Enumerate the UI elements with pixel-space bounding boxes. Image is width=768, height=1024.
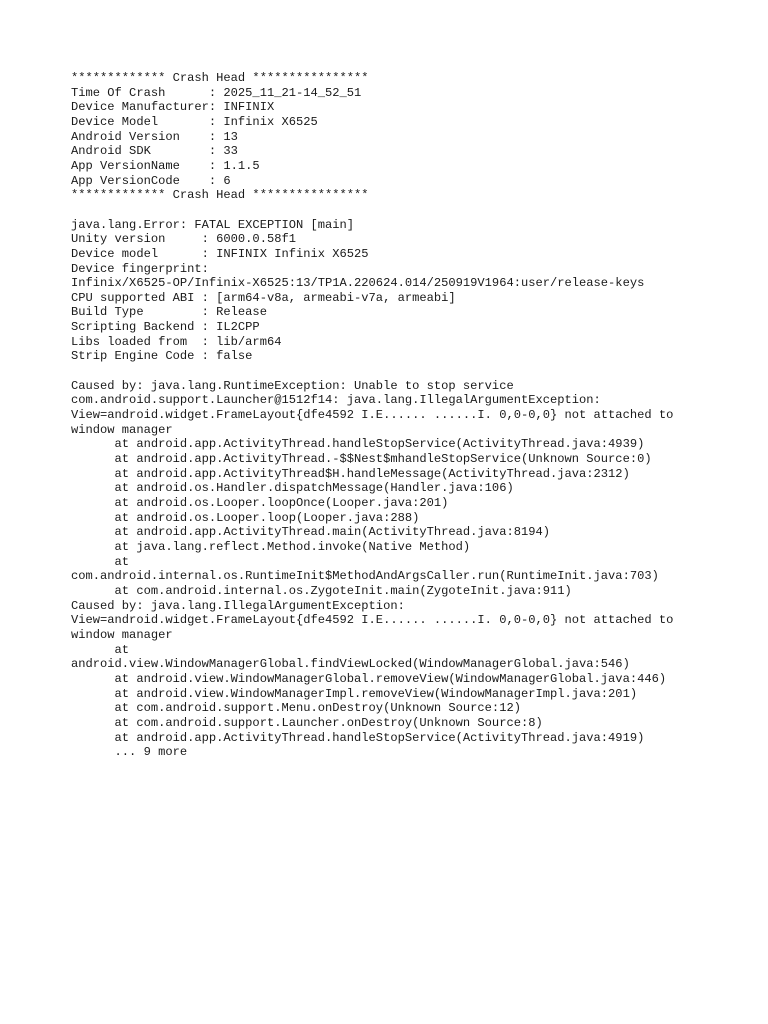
log-line: at android.view.WindowManagerGlobal.removeView(WindowManagerGlobal.java:446): [71, 671, 667, 686]
log-line: com.android.internal.os.RuntimeInit$MethodAndArgsCaller.run(RuntimeInit.java:703): [71, 569, 659, 584]
log-line: Caused by: java.lang.IllegalArgumentException:: [71, 598, 405, 613]
log-line: at android.os.Looper.loopOnce(Looper.java:201): [71, 496, 449, 510]
log-line: at java.lang.reflect.Method.invoke(Native Method): [71, 539, 471, 554]
log-line: at android.app.ActivityThread$H.handleMessage(ActivityThread.java:2312): [71, 466, 630, 481]
log-line: App VersionCode : 6: [71, 173, 231, 188]
log-line: Time Of Crash : 2025_11_21-14_52_51: [71, 85, 362, 100]
log-line: Device Model : Infinix X6525: [71, 114, 318, 129]
log-line: ************* Crash Head ****************: [71, 71, 369, 85]
log-line: App VersionName : 1.1.5: [71, 158, 260, 173]
log-line: [71, 203, 711, 218]
log-line: at android.app.ActivityThread.-$$Nest$mhandleStopService(Unknown Source:0): [71, 452, 652, 467]
log-line: at android.app.ActivityThread.main(ActivityThread.java:8194): [71, 525, 550, 540]
log-line: Build Type : Release: [71, 305, 267, 320]
crash-log-text: [71, 71, 711, 760]
log-line: at android.os.Handler.dispatchMessage(Handler.java:106): [71, 481, 514, 496]
log-line: Device model : INFINIX Infinix X6525: [71, 246, 369, 261]
log-line: com.android.support.Launcher@1512f14: java.lang.IllegalArgumentException:: [71, 393, 601, 408]
log-line: Unity version : 6000.0.58f1: [71, 232, 296, 247]
log-line: View=android.widget.FrameLayout{dfe4592 I.E...... ......I. 0,0-0,0} not attached to: [71, 408, 674, 423]
log-line: at android.os.Looper.loop(Looper.java:288): [71, 510, 420, 525]
log-line: java.lang.Error: FATAL EXCEPTION [main]: [71, 217, 355, 232]
log-line: at com.android.support.Menu.onDestroy(Unknown Source:12): [71, 701, 521, 716]
log-line: Strip Engine Code : false: [71, 349, 253, 364]
log-line: Android Version : 13: [71, 129, 238, 144]
log-line: Scripting Backend : IL2CPP: [71, 320, 260, 335]
log-line: at: [71, 642, 130, 657]
log-line: ... 9 more: [71, 745, 188, 760]
log-line: window manager: [71, 627, 173, 642]
log-line: Infinix/X6525-OP/Infinix-X6525:13/TP1A.220624.014/250919V1964:user/release-keys: [71, 276, 645, 291]
log-line: window manager: [71, 422, 173, 437]
log-line: at android.app.ActivityThread.handleStopService(ActivityThread.java:4939): [71, 437, 645, 452]
log-line: android.view.WindowManagerGlobal.findViewLocked(WindowManagerGlobal.java:546): [71, 657, 630, 672]
log-line: ************* Crash Head ****************: [71, 188, 369, 203]
log-line: View=android.widget.FrameLayout{dfe4592 I.E...... ......I. 0,0-0,0} not attached to: [71, 613, 674, 628]
log-line: Libs loaded from : lib/arm64: [71, 334, 282, 349]
log-line: at android.view.WindowManagerImpl.removeView(WindowManagerImpl.java:201): [71, 686, 638, 701]
log-line: CPU supported ABI : [arm64-v8a, armeabi-v7a, armeabi]: [71, 290, 456, 305]
log-line: Device fingerprint:: [71, 261, 209, 276]
log-line: at android.app.ActivityThread.handleStopService(ActivityThread.java:4919): [71, 730, 645, 745]
log-line: at com.android.internal.os.ZygoteInit.main(ZygoteInit.java:911): [71, 583, 572, 598]
log-line: Android SDK : 33: [71, 144, 238, 159]
log-line: Device Manufacturer: INFINIX: [71, 100, 275, 115]
log-line: [71, 364, 711, 379]
log-line: Caused by: java.lang.RuntimeException: Unable to stop service: [71, 378, 514, 393]
log-line: at: [71, 554, 130, 569]
log-line: at com.android.support.Launcher.onDestroy(Unknown Source:8): [71, 715, 543, 730]
